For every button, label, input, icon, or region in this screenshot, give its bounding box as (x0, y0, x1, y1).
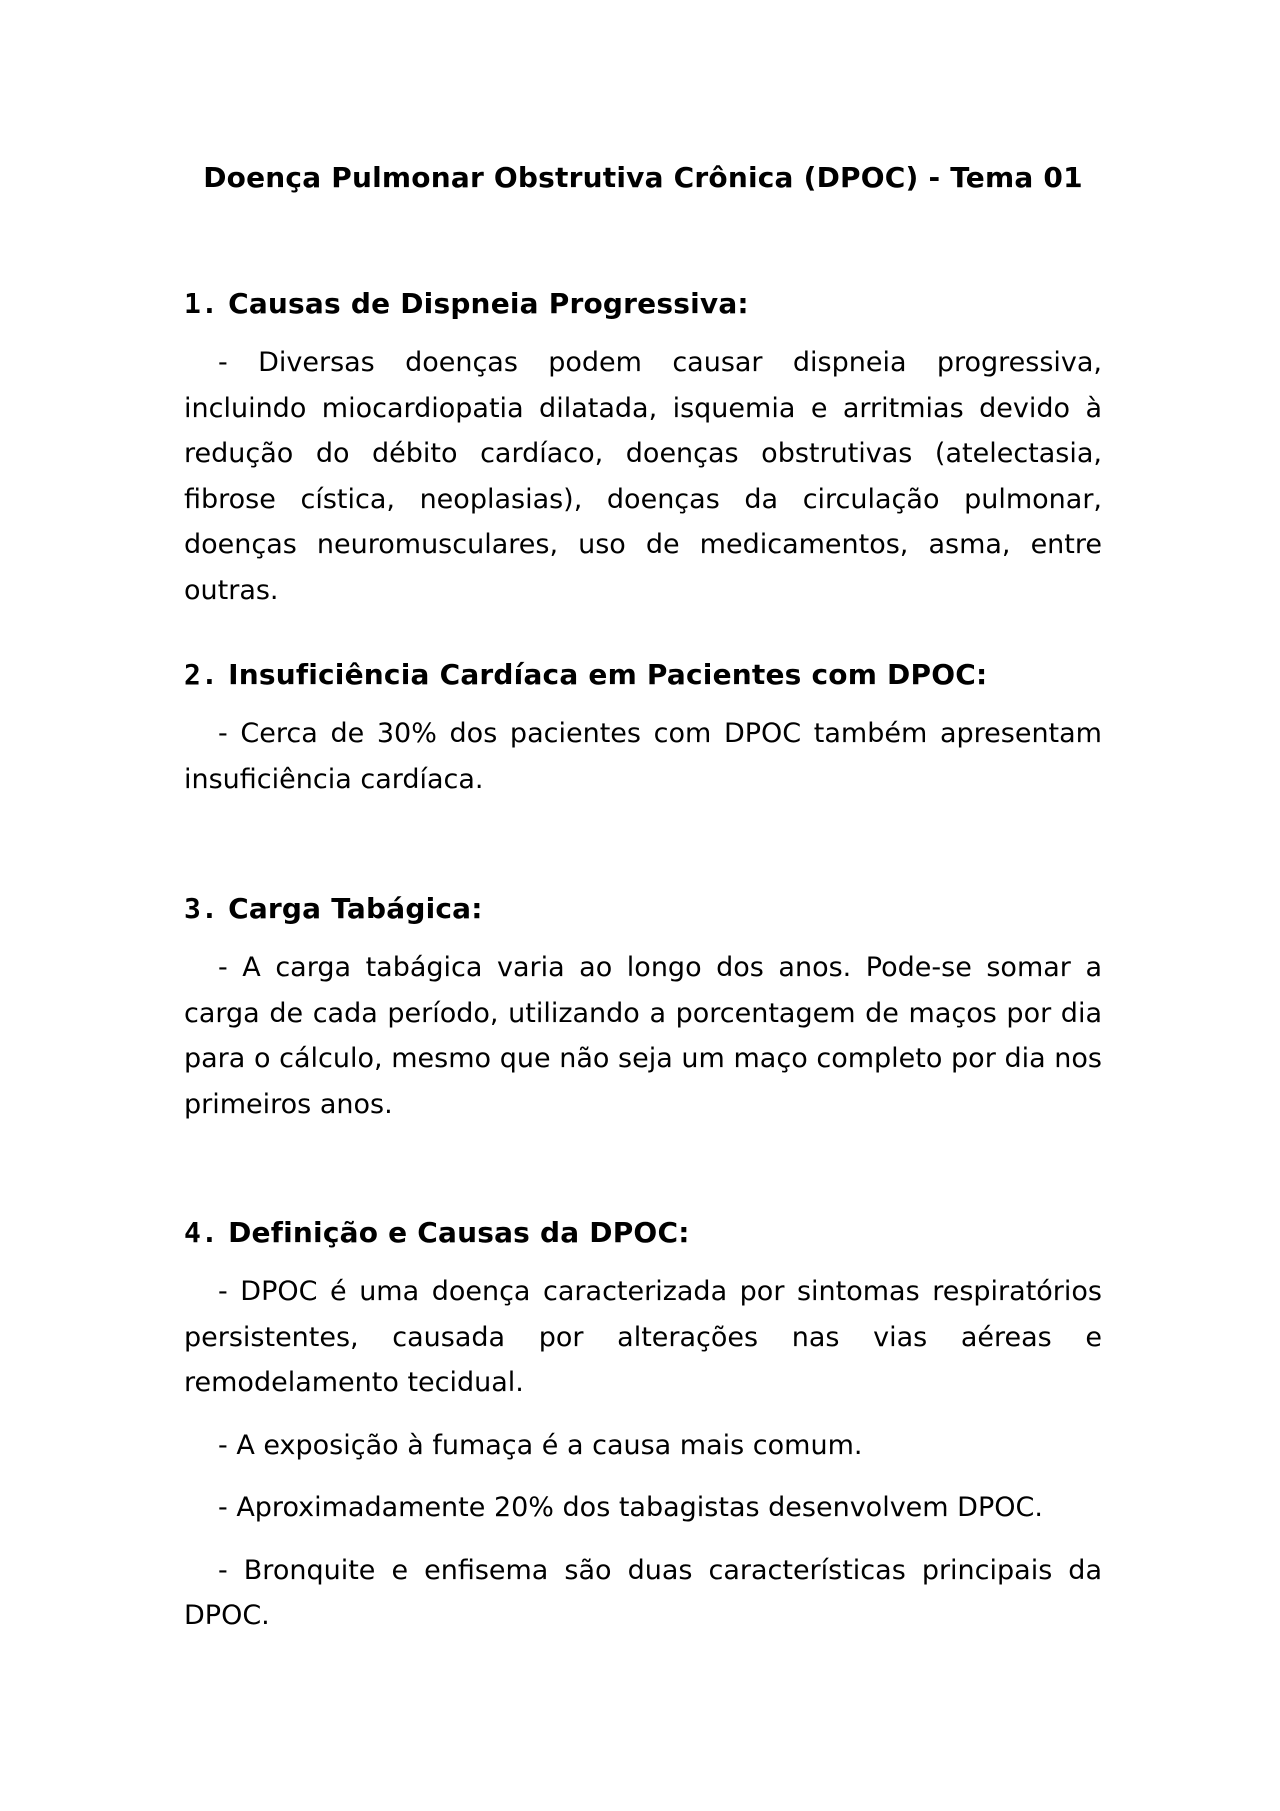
section-paragraph: - A exposição à fumaça é a causa mais comum. (218, 1429, 863, 1461)
section-definicao-dpoc (184, 1211, 1102, 1639)
section-carga-tabagica (184, 887, 1102, 1127)
section-number: 3. (184, 892, 219, 925)
section-title: Insuficiência Cardíaca em Pacientes com DPOC: (228, 658, 988, 691)
section-title: Carga Tabágica: (228, 892, 483, 925)
section-heading (184, 1211, 1102, 1255)
section-number: 4. (184, 1216, 219, 1249)
section-paragraph: - Aproximadamente 20% dos tabagistas desenvolvem DPOC. (218, 1492, 1043, 1523)
section-number: 1. (184, 287, 219, 320)
section-causas-dispneia (184, 282, 1102, 613)
section-paragraph: - Bronquite e enfisema são duas características principais da DPOC. (184, 1554, 1102, 1631)
section-heading (184, 653, 1102, 697)
section-heading (184, 282, 1102, 326)
section-paragraph: - Diversas doenças podem causar dispneia progressiva, incluindo miocardiopatia dilatada, isquemia e arritmias devido à redução do débito cardíaco, doenças obstrutivas (atelectasia, fibrose cística, neoplasias), doenças da circulação pulmonar, doenças neuromusculares, uso de medicamentos, asma, entre outras. (184, 347, 1102, 606)
section-heading (184, 887, 1102, 931)
section-paragraph: - Cerca de 30% dos pacientes com DPOC também apresentam insuficiência cardíaca. (184, 718, 1102, 795)
section-paragraph: - DPOC é uma doença caracterizada por sintomas respiratórios persistentes, causada por alterações nas vias aéreas e remodelamento tecidual. (184, 1276, 1102, 1398)
section-paragraph: - A carga tabágica varia ao longo dos anos. Pode-se somar a carga de cada período, utilizando a porcentagem de maços por dia para o cálculo, mesmo que não seja um maço completo por dia nos primeiros anos. (184, 952, 1102, 1120)
section-insuficiencia-cardiaca (184, 653, 1102, 802)
document-title: Doença Pulmonar Obstrutiva Crônica (DPOC) - Tema 01 (203, 161, 1083, 194)
section-title: Definição e Causas da DPOC: (228, 1216, 690, 1249)
section-number: 2. (184, 658, 219, 691)
section-title: Causas de Dispneia Progressiva: (228, 287, 749, 320)
